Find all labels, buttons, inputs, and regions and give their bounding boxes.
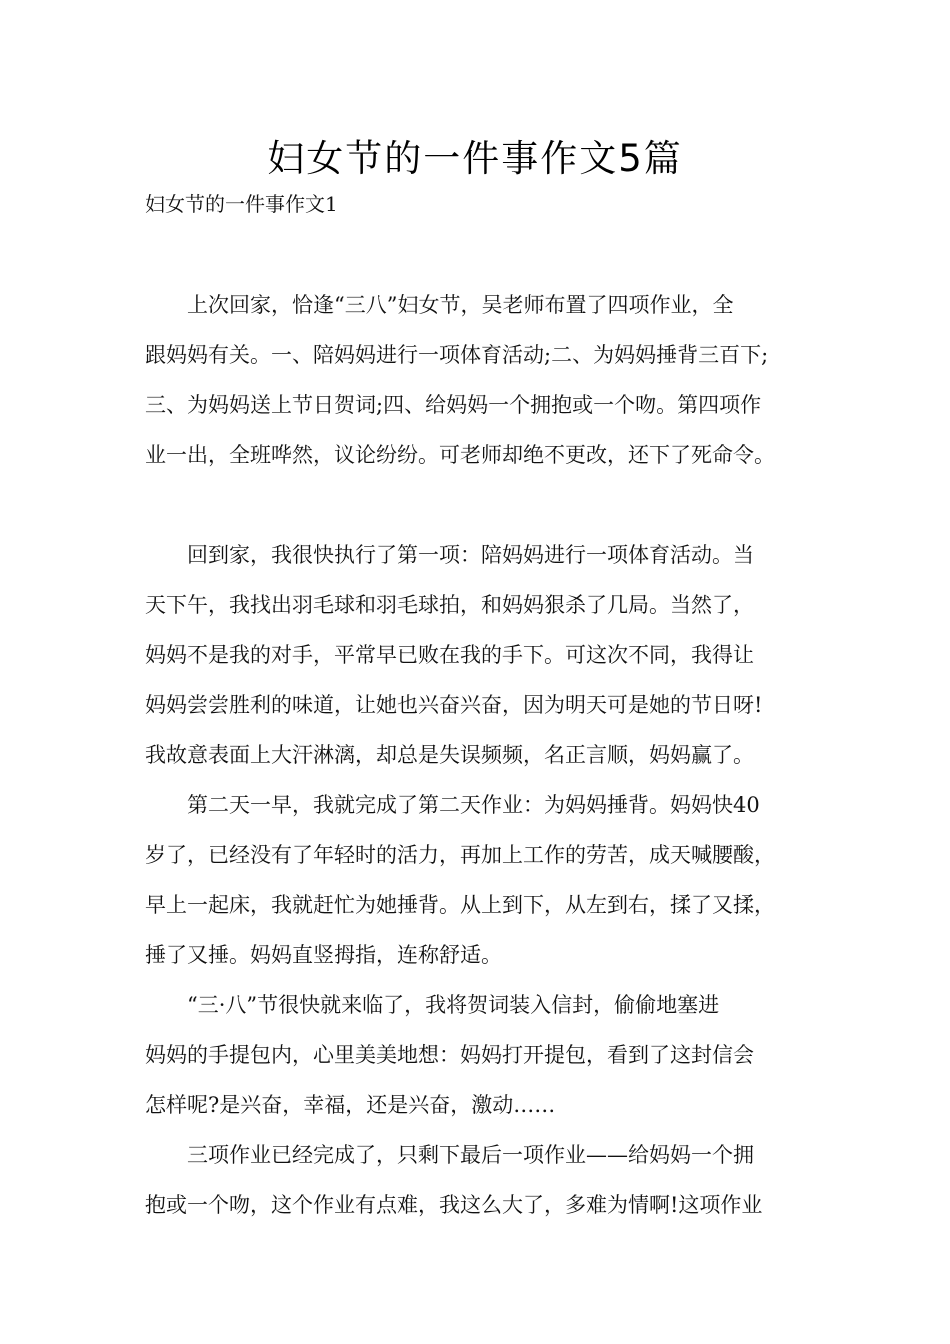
text-line: 上次回家，恰逢“三八”妇女节，吴老师布置了四项作业，全 [145,293,734,317]
text-line: 三、为妈妈送上节日贺词;四、给妈妈一个拥抱或一个吻。第四项作 [145,393,762,417]
text-line: 三项作业已经完成了，只剩下最后一项作业——给妈妈一个拥 [145,1143,754,1167]
document-body [145,280,835,1230]
text-line: 怎样呢?是兴奋，幸福，还是兴奋，激动…… [145,1093,556,1117]
document-subtitle: 妇女节的一件事作文1 [145,192,338,216]
text-line: 第二天一早，我就完成了第二天作业：为妈妈捶背。妈妈快40 [145,793,760,817]
text-line: 妈妈尝尝胜利的味道，让她也兴奋兴奋，因为明天可是她的节日呀! [145,693,763,717]
paragraph-gap [145,480,835,530]
document-title: 妇女节的一件事作文5篇 [267,137,683,180]
text-line: 跟妈妈有关。一、陪妈妈进行一项体育活动;二、为妈妈捶背三百下; [145,343,769,367]
text-line: 回到家，我很快执行了第一项：陪妈妈进行一项体育活动。当 [145,543,754,567]
text-line: 妈妈不是我的对手，平常早已败在我的手下。可这次不同，我得让 [145,643,754,667]
text-line: 抱或一个吻，这个作业有点难，我这么大了，多难为情啊!这项作业 [145,1193,763,1217]
text-line: 天下午，我找出羽毛球和羽毛球拍，和妈妈狠杀了几局。当然了， [145,593,754,617]
text-line: 岁了，已经没有了年轻时的活力，再加上工作的劳苦，成天喊腰酸， [145,843,775,867]
text-line: 业一出，全班哗然，议论纷纷。可老师却绝不更改，还下了死命令。 [145,443,775,467]
text-line: 我故意表面上大汗淋漓，却总是失误频频，名正言顺，妈妈赢了。 [145,743,754,767]
text-line: “三·八”节很快就来临了，我将贺词装入信封，偷偷地塞进 [145,993,720,1017]
text-line: 妈妈的手提包内，心里美美地想：妈妈打开提包，看到了这封信会 [145,1043,754,1067]
text-line: 捶了又捶。妈妈直竖拇指，连称舒适。 [145,943,502,967]
text-line: 早上一起床，我就赶忙为她捶背。从上到下，从左到右，揉了又揉， [145,893,775,917]
